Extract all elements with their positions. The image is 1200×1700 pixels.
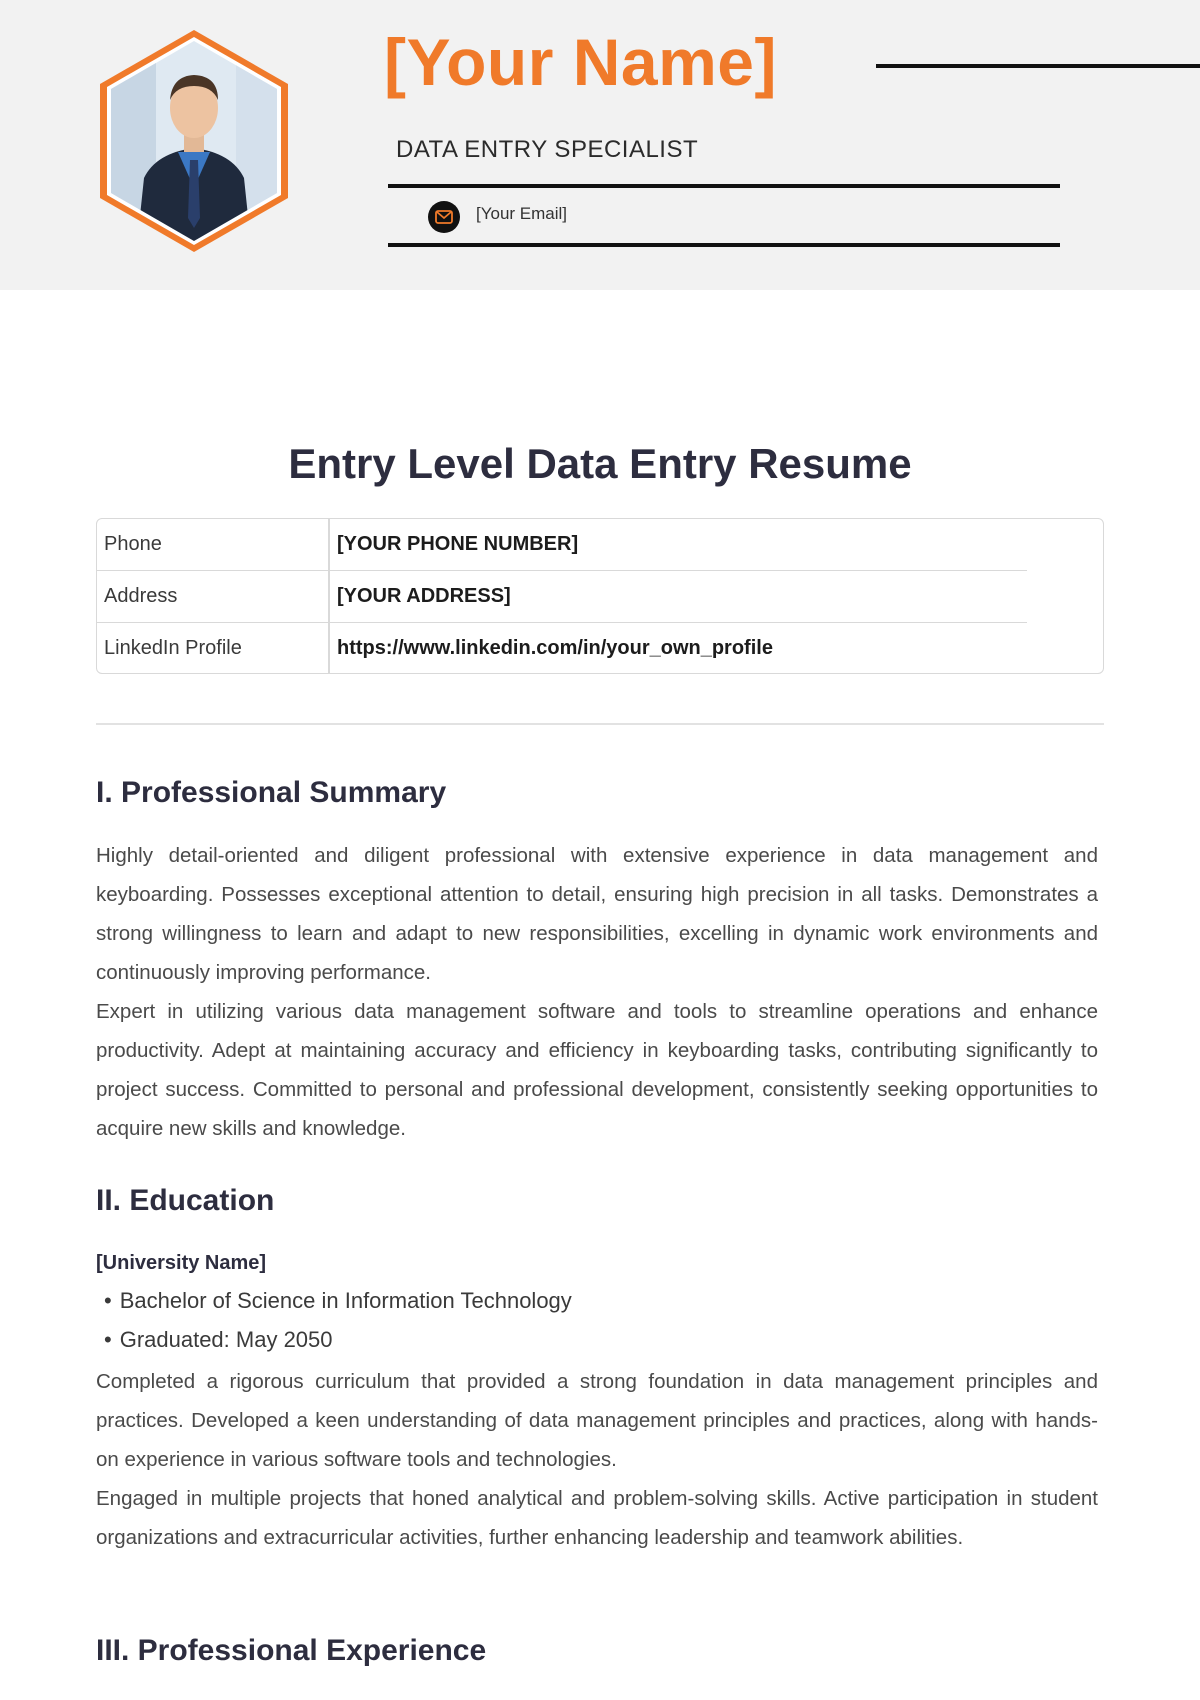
university-name: [University Name] [96,1252,267,1274]
email-address[interactable]: [Your Email] [476,204,568,223]
summary-paragraph: Expert in utilizing various data management software and tools to streamline operations and enhance productivity. Adept at maintaining accuracy and efficiency in keyboarding tasks, contributing significantly to project success. Committed to personal and professional development, consistently seeking opportunities to acquire new skills and knowledge. [96,1000,1098,1140]
education-paragraph: Completed a rigorous curriculum that provided a strong foundation in data management principles and practices. Developed a keen understanding of data management principles and practices, along with hands-on experience in various software tools and technologies. [96,1370,1098,1471]
portrait-photo-icon [96,28,292,254]
list-item: • Graduated: May 2050 [104,1320,572,1359]
summary-heading: I. Professional Summary [96,776,447,809]
contact-row-phone [97,519,1103,571]
document-title: Entry Level Data Entry Resume [288,440,912,487]
contact-label: Address [104,585,178,607]
email-icon [428,201,460,233]
education-bullets [104,1281,572,1359]
contact-table [96,518,1104,674]
contact-value: [YOUR PHONE NUMBER] [337,533,579,555]
contact-row-linkedin [97,623,1103,675]
contact-label: LinkedIn Profile [104,637,242,659]
linkedin-link[interactable]: https://www.linkedin.com/in/your_own_profile [337,637,773,659]
experience-heading: III. Professional Experience [96,1634,487,1667]
list-item: • Bachelor of Science in Information Technology [104,1281,572,1320]
education-paragraph: Engaged in multiple projects that honed analytical and problem-solving skills. Active participation in student organizations and extracurricular activities, further enhancing leadership and teamwork abilities. [96,1487,1098,1549]
name-rule [876,64,1200,68]
job-title: DATA ENTRY SPECIALIST [396,136,699,163]
contact-label: Phone [104,533,162,555]
candidate-name: [Your Name] [384,25,777,99]
section-divider [96,723,1104,725]
education-heading: II. Education [96,1184,275,1217]
profile-photo [96,28,292,254]
header-rule-top [388,184,1060,188]
header-rule-bottom [388,243,1060,247]
summary-paragraph: Highly detail-oriented and diligent professional with extensive experience in data management and keyboarding. Possesses exceptional attention to detail, ensuring high precision in all tasks. Demonstrates a strong willingness to learn and adapt to new responsibilities, excelling in dynamic work environments and continuously improving performance. [96,844,1098,984]
contact-row-address [97,571,1103,623]
contact-value: [YOUR ADDRESS] [337,585,511,607]
